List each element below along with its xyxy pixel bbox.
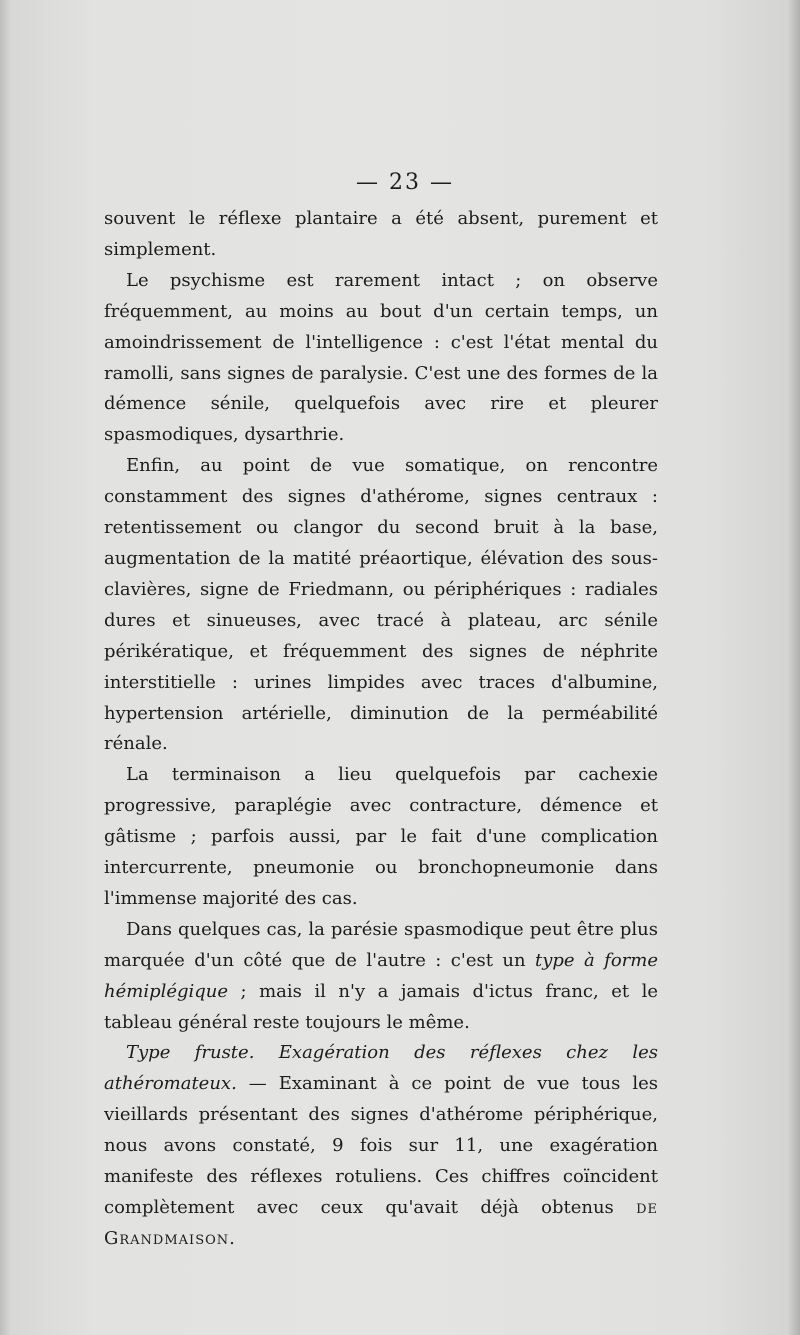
- paragraph-5: [104, 915, 658, 1039]
- paragraph-1: souvent le réflexe plantaire a été absent, purement et simplement.: [104, 208, 658, 260]
- body-text: [104, 204, 658, 1255]
- paragraph-6: [104, 1038, 658, 1254]
- page-right-edge: [788, 0, 800, 1335]
- author-name: de Grandmaison: [104, 1197, 658, 1249]
- section-heading-italic: Type fruste. Exagération des réflexes chez les athéromateux.: [104, 1042, 658, 1095]
- paragraph-3: Enfin, au point de vue somatique, on rencontre constamment des signes d'athérome, signes centraux : retentissement ou clangor du second bruit à la base, augmentation de la matité préaortique, élévation des sous-clavières, signe de Friedmann, ou périphériques : radiales dures et sinueuses, avec tracé à plateau, arc sénile périkératique, et fréquemment des signes de néphrite interstitielle : urines limpides avec traces d'albumine, hypertension artérielle, diminution de la perméabilité rénale.: [104, 455, 658, 755]
- paragraph-5-italic: type à forme hémiplégique: [104, 949, 658, 1002]
- paragraph-5-text-start: Dans quelques cas, la parésie spasmodique peut être plus marquée d'un côté que de l'autre : c'est un: [104, 918, 658, 971]
- paragraph-5-text-end: ; mais il n'y a jamais d'ictus franc, et le tableau général reste toujours le même.: [104, 980, 658, 1033]
- paragraph-2: Le psychisme est rarement intact ; on observe fréquemment, au moins au bout d'un certain temps, un amoindrissement de l'intelligence : c'est l'état mental du ramolli, sans signes de paralysie. C'est une des formes de la démence sénile, quelquefois avec rire et pleurer spasmodiques, dysarthrie.: [104, 269, 658, 446]
- page-left-edge: [0, 0, 10, 1335]
- page-number: — 23 —: [356, 170, 454, 195]
- paragraph-4: La terminaison a lieu quelquefois par cachexie progressive, paraplégie avec contracture, démence et gâtisme ; parfois aussi, par le fait d'une complication intercurrente, pneumonie ou bronchopneumonie dans l'immense majorité des cas.: [104, 764, 658, 909]
- paragraph-6-text: — Examinant à ce point de vue tous les vieillards présentant des signes d'athérome périphérique, nous avons constaté, 9 fois sur 11, une exagération manifeste des réflexes rotuliens. Ces chiffres coïncident complètement avec ceux qu'avait déjà obtenus: [104, 1073, 658, 1218]
- paragraph-6-end: .: [229, 1227, 235, 1249]
